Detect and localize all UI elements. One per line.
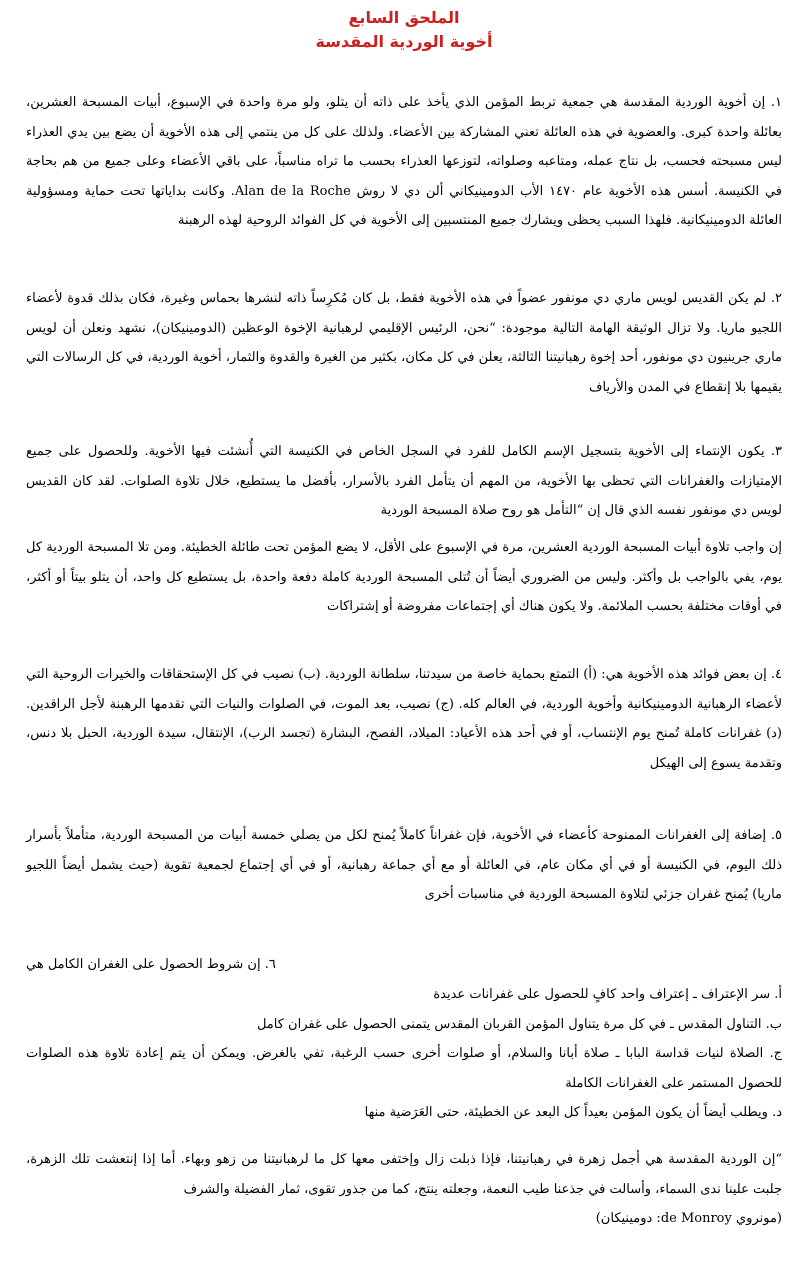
paragraph-3: ٣. يكون الإنتماء إلى الأخوية بتسجيل الإسم الكامل للفرد في السجل الخاص في الكنيسة التي أُنشئت فيها الأخوية. وللحصول على جميع الإمتيازات والغفرانات التي تحظى بها الأخوية، من المهم أن يتأمل الفرد بالأسرار، بأفضل ما يستطيع، خلال تلاوة الصلوات. لقد كان القديس لويس دي مونفور نفسه الذي قال إن “التأمل هو روح صلاة المسبحة الوردية xyxy=(26,444,782,518)
condition-item: ج. الصلاة لنيات قداسة البابا ـ صلاة أبانا والسلام، أو صلوات أخرى حسب الرغبة، تفي بالغرض. ويمكن أن يتم إعادة تلاوة هذه الصلوات للحصول المستمر على الغفرانات الكاملة xyxy=(26,1046,782,1091)
quote-attribution: (مونروي de Monroy: دومينيكان) xyxy=(595,1211,782,1226)
conditions-list xyxy=(26,980,782,1128)
paragraph-2: ٢. لم يكن القديس لويس ماري دي مونفور عضواً في هذه الأخوية فقط، بل كان مُكرِساً ذاته لنشرها بحماس وغيرة، فكان بذلك قدوة لأعضاء اللجيو ماريا. ولا تزال الوثيقة الهامة التالية موجودة: “نحن، الرئيس الإقليمي لرهبانية الإخوة الوعظين (الدومينيكان)، نشهد ونعلن أن لويس ماري جرينيون دي مونفور، أحد إخوة رهبانيتنا الثالثة، يعلن في كل مكان، بكثير من الغيرة والقدوة والثمار، أخوية الوردية، في كل الرسالات التي يقيمها بلا إنقطاع في المدن والأرياف xyxy=(26,291,782,395)
appendix-title: الملحق السابع xyxy=(348,8,460,27)
paragraph-3-continued: إن واجب تلاوة أبيات المسبحة الوردية العشرين، مرة في الإسبوع على الأقل، لا يضع المؤمن تحت طائلة الخطيئة. ومن تلا المسبحة الوردية كل يوم، يفي بالواجب بل وأكثر. وليس من الضروري أيضاً أن تُتلى المسبحة الوردية كاملة دفعة واحدة، بل يستطيع كل واحد، أن يتلو بيتاً أو أكثر، في أوقات مختلفة بحسب الملائمة. ولا يكون هناك أي إجتماعات مفروضة أو إشتراكات xyxy=(26,540,782,614)
document-page xyxy=(26,0,783,1226)
paragraph-1: ١. إن أخوية الوردية المقدسة هي جمعية تربط المؤمن الذي يأخذ على ذاته أن يتلو، ولو مرة واحدة في الإسبوع، أبيات المسبحة العشرين، بعائلة واحدة كبرى. والعضوية في هذه العائلة تعني المشاركة بين الأعضاء. ولذلك على كل من ينتمي إلى هذه الأخوية أن يضع بين يدي العذراء ليس مسبحته فحسب، بل نتاج عمله، ومتاعبه وصلواته، لتوزعها العذراء بحسب ما تراه مناسباً، على باقي الأعضاء وعلى جميع من هم بحاجة في الكنيسة. أسس هذه الأخوية عام ١٤٧٠ الأب الدومينيكاني ألن دي لا روش Alan de la Roche. وكانت بداياتها تحت حماية ومسؤولية العائلة الدومينيكانية. فلهذا السبب يحظى ويشارك جميع المنتسبين إلى الأخوية في كل الفوائد الروحية لهذه الرهبنة xyxy=(26,95,783,228)
quote-text: “إن الوردية المقدسة هي أجمل زهرة في رهبانيتنا، فإذا ذبلت زال وإختفى معها كل ما لرهبانيتنا من زهو وبهاء. أما إذا إنتعشت تلك الزهرة، جلبت علينا ندى السماء، وأسالت في جذعنا طيب النعمة، وجعلته ينتج، كما من جذور تقوى، ثمار الفضيلة والشرف xyxy=(26,1152,782,1197)
closing-quote xyxy=(26,1145,782,1234)
appendix-subtitle: أخوية الوردية المقدسة xyxy=(315,32,493,51)
paragraph-4: ٤. إن بعض فوائد هذه الأخوية هي: (أ) التمتع بحماية خاصة من سيدتنا، سلطانة الوردية. (ب) نصيب في كل الإستحقاقات والخيرات الروحية التي لأعضاء الرهبانية الدومينيكانية وأخوية الوردية، في العالم كله. (ج) نصيب، بعد الموت، في الصلوات والنيات التي تقدمها الرهبنة لأجل الراقدين. (د) غفرانات كاملة تُمنح يوم الإنتساب، أو في أحد هذه الأعياد: الميلاد، الفصح، البشارة (تجسد الرب)، الإنتقال، سيدة الوردية، الحبل بلا دنس، وتقدمة يسوع إلى الهيكل xyxy=(26,667,782,771)
paragraph-6: ٦. إن شروط الحصول على الغفران الكامل هي xyxy=(26,957,276,972)
paragraph-5: ٥. إضافة إلى الغفرانات الممنوحة كأعضاء في الأخوية، فإن غفراناً كاملاً يُمنح لكل من يصلي خمسة أبيات من المسبحة الوردية، متأملاً بأسرار ذلك اليوم، في الكنيسة أو في أي مكان عام، في العائلة أو مع أي جماعة رهبانية، أو في أي إجتماع لجمعية تقوية (حيث يشمل أيضاً اللجيو ماريا) يُمنح غفران جزئي لتلاوة المسبحة الوردية في مناسبات أخرى xyxy=(26,828,782,902)
condition-item: د. ويطلب أيضاً أن يكون المؤمن بعيداً كل البعد عن الخطيئة، حتى العَرَضية منها xyxy=(364,1105,782,1120)
condition-item: أ. سر الإعتراف ـ إعتراف واحد كافٍ للحصول على غفرانات عديدة xyxy=(433,987,782,1002)
condition-item: ب. التناول المقدس ـ في كل مرة يتناول المؤمن القربان المقدس يتمنى الحصول على غفران كامل xyxy=(256,1016,782,1032)
paragraph-6-wrapper xyxy=(26,950,522,980)
